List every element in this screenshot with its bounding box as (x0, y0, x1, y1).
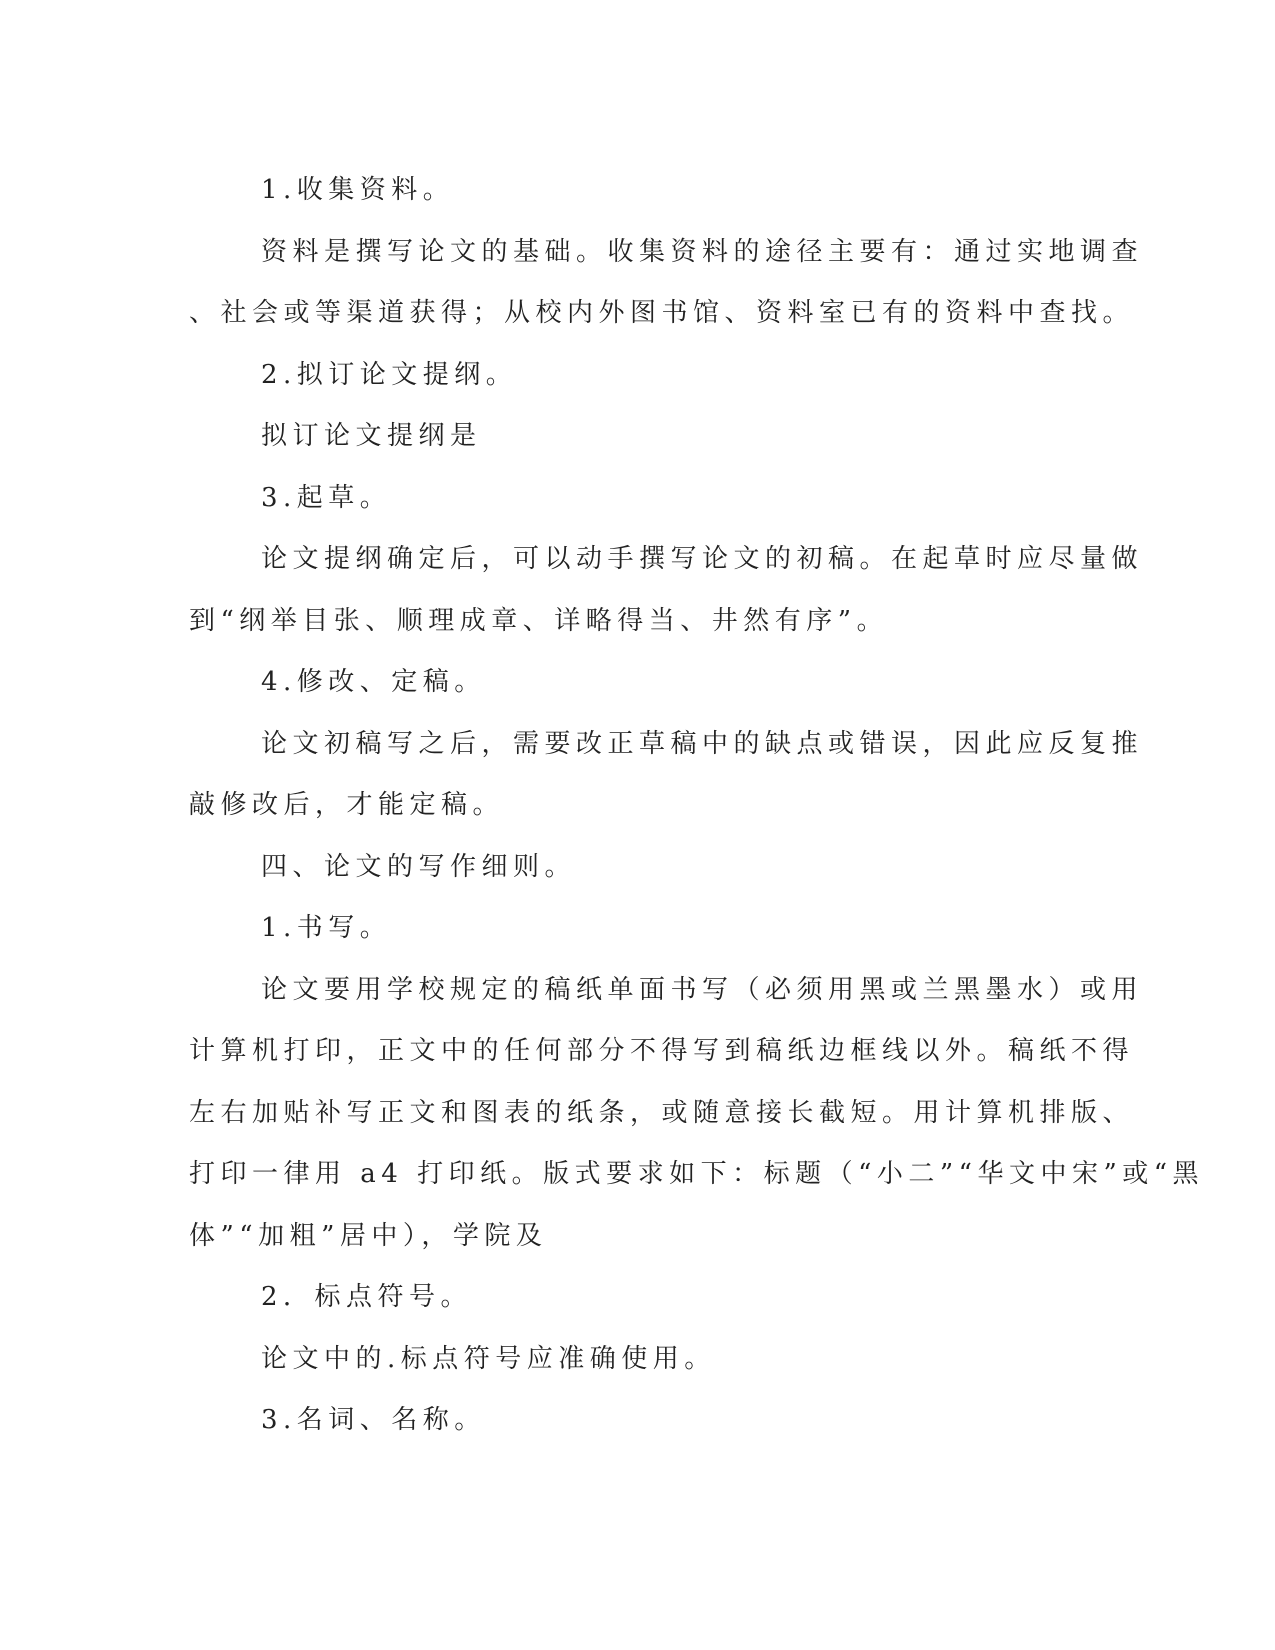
paragraph-line: 论文要用学校规定的稿纸单面书写（必须用黑或兰黑墨水）或用 (261, 974, 1144, 1005)
paragraph-line: 体”“加粗”居中），学院及 (189, 1220, 548, 1251)
paragraph-line: 到“纲举目张、顺理成章、详略得当、井然有序”。 (189, 605, 889, 636)
heading-drafting: 3.起草。 (261, 482, 392, 513)
section-heading-writing-rules: 四、论文的写作细则。 (261, 851, 577, 882)
paragraph-line: 论文中的.标点符号应准确使用。 (261, 1343, 716, 1374)
paragraph-line: 、社会或等渠道获得；从校内外图书馆、资料室已有的资料中查找。 (189, 298, 1135, 328)
heading-writing: 1.书写。 (261, 913, 392, 943)
paragraph-line: 拟订论文提纲是 (261, 421, 482, 451)
heading-revise-finalize: 4.修改、定稿。 (261, 667, 486, 697)
paragraph-line: 资料是撰写论文的基础。收集资料的途径主要有：通过实地调查 (261, 236, 1144, 267)
paragraph-line: 论文初稿写之后，需要改正草稿中的缺点或错误，因此应反复推 (261, 728, 1144, 759)
paragraph-line: 敲修改后，才能定稿。 (189, 790, 505, 820)
paragraph-line: 论文提纲确定后，可以动手撰写论文的初稿。在起草时应尽量做 (261, 544, 1144, 574)
heading-punctuation: 2．标点符号。 (261, 1282, 473, 1312)
heading-terms-names: 3.名词、名称。 (261, 1405, 486, 1435)
paragraph-line: 计算机打印，正文中的任何部分不得写到稿纸边框线以外。稿纸不得 (189, 1036, 1135, 1066)
paragraph-line: 打印一律用 a4 打印纸。版式要求如下：标题（“小二”“华文中宋”或“黑 (189, 1159, 1205, 1189)
document-body (189, 160, 1205, 1452)
heading-draft-outline: 2.拟订论文提纲。 (261, 359, 518, 390)
heading-collect-materials: 1.收集资料。 (261, 175, 455, 205)
paragraph-line: 左右加贴补写正文和图表的纸条，或随意接长截短。用计算机排版、 (189, 1097, 1135, 1128)
